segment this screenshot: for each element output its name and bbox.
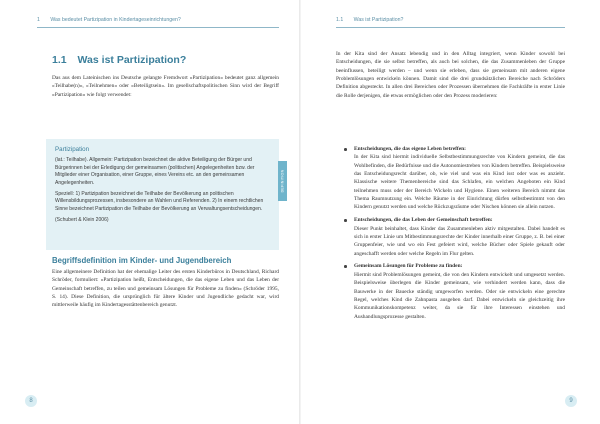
section-title: Was ist Partizipation? xyxy=(77,54,187,66)
subheading: Begriffsdefinition im Kinder- und Jugendbereich xyxy=(52,256,232,265)
list-item-text: In der Kita sind hiermit individuelle Selbstbestimmungsrechte von Kindern gemeint, die das Wohlbefinden, die Bedürfnisse und die Autonomiestreben von Kindern betreffen. Beispielsweise das Entscheidungsrecht darüber, ob, wie viel und was ein Kind isst oder was es anzieht. Klassische weitere Themenbereiche sind das Schlafen, ein welchen Angeboten ein Kind teilnehmen muss oder der Bereich Wickeln und Hygiene. Einen weiteren Bereich nimmt das Thema Raumnutzung ein. Welche Räume in der Einrichtung dürfen selbstbestimmt von den Kindern genutzt werden und welche Rückzugsräume oder Nischen können sie allein nutzen. xyxy=(354,154,565,211)
list-item-title: Entscheidungen, die das Leben der Gemeinschaft betreffen: xyxy=(354,217,493,224)
definition-source: (Schubert & Klein 2006) xyxy=(55,216,109,223)
section-number: 1.1 xyxy=(52,54,67,66)
section-heading xyxy=(52,54,186,66)
definition-paragraph-2: Speziell: 1) Partizipation bezeichnet die Teilhabe der Bevölkerung an politischen Willensbildungsprozessen, insbesondere an Wahlen und Referenden. 2) In einem rechtlichen Sinne bezeichnet Partizipation die Teilhabe der Bevölkerung an Verwaltungsentscheidungen. xyxy=(55,190,264,212)
definition-tab-label: DEFINITION xyxy=(280,169,285,193)
running-head-number: 1.1 xyxy=(336,17,344,23)
running-head-text: Was bedeutet Partizipation in Kindertageseinrichtungen? xyxy=(50,17,181,23)
running-head-left xyxy=(37,17,279,28)
page-number-left: 8 xyxy=(25,395,37,407)
intro-paragraph: In der Kita sind der Ansatz lebendig und in den Alltag integriert, wenn Kinder sowohl bei Entscheidungen, die sie selbst betreffen, als auch bei solchen, die das Zusammenleben der Gruppe beeinflussen, beteiligt werden – und wenn sie erleben, dass sie gemeinsam mit anderen eigene Problemlösungen entwickeln können. Damit sind die drei grundsätzlichen Bereiche nach Schröders Definition abgesteckt. In allen drei Bereichen oder Prozessen übernehmen die Fachkräfte in erster Linie die Rolle derjenigen, die etwas ermöglichen oder den Prozess moderieren: xyxy=(336,51,565,99)
list-item-text: Dieser Punkt beinhaltet, dass Kinder das Zusammenleben aktiv mitgestalten. Dabei handelt es sich in erster Linie um Mitbestimmungsrechte der Kinder innerhalb einer Gruppe, z. B. bei einer Gruppenfeier, wie und wo ein Fest gefeiert wird, welche Bücher oder Spiele gekauft oder angeschafft werden oder welche Regeln im Flur gelten. xyxy=(354,225,565,257)
list-item-title: Entscheidungen, die das eigene Leben betreffen: xyxy=(354,146,466,152)
running-head-text: Was ist Partizipation? xyxy=(353,17,404,23)
list-item xyxy=(340,216,565,258)
definition-paragraph-1: (lat.: Teilhabe). Allgemein: Partizipation bezeichnet die aktive Beteiligung der Bürger und Bürgerinnen bei der Erledigung der gemeinsamen (politischen) Angelegenheiten bzw. der Mitglieder einer Organisation, einer Gruppe, eines Vereins etc. an den gemeinsamen Angelegenheiten. xyxy=(55,157,255,186)
list-item-text: Hiermit sind Problemlösungen gemeint, die von den Kindern entwickelt und umgesetzt werden. Beispielsweise überlegen die Kinder gemeinsam, wie verhindert werden kann, dass die Bauwerke in der Bauecke ständig umgeworfen werden. Oder sie entwickeln eine gerechte Regel, welches Kind die Zahnpasta ausgeben darf. Dabei entwickeln sie gleichzeitig ihre Kommunikationskompetenz weiter, da sie für ihre Interessen einstehen und Aushandlungsprozesse gestalten. xyxy=(354,271,565,320)
definition-box xyxy=(46,139,285,250)
definition-paragraph: Eine allgemeinere Definition hat der ehemalige Leiter des ersten Kinderbüros in Deutschland, Richard Schröder, formuliert: »Partizipation heißt, Entscheidungen, die das eigene Leben und das Leben der Gemeinschaft betreffen, zu teilen und gemeinsam Lösungen für Probleme zu finden« (Schröder 1995, S. 14). Diese Definition, die ursprünglich für ältere Kinder und Jugendliche gedacht war, wird mittlerweile häufig im Kindertagesstättenbereich genutzt. xyxy=(52,269,279,309)
definition-tab xyxy=(278,161,287,201)
page-number-right: 9 xyxy=(565,395,577,407)
running-head-number: 1 xyxy=(37,17,40,23)
list-item-title: Gemeinsam Lösungen für Probleme zu finden: xyxy=(354,263,463,270)
list-item xyxy=(340,145,565,212)
running-head-right xyxy=(336,17,565,28)
bullet-list xyxy=(340,145,565,325)
list-item xyxy=(340,262,565,320)
intro-paragraph: Das aus dem Lateinischen ins Deutsche gelangte Fremdwort »Partizipation« bedeutet ganz allgemein »Teilhabe(n)«, »Teilnehmen« oder »Beteiligtsein«. Im gesellschaftspolitischen Sinn wird der Begriff »Partizipation« wie folgt verwendet: xyxy=(52,75,279,98)
definition-box-title: Partizipation xyxy=(55,146,90,153)
right-page xyxy=(300,0,600,424)
